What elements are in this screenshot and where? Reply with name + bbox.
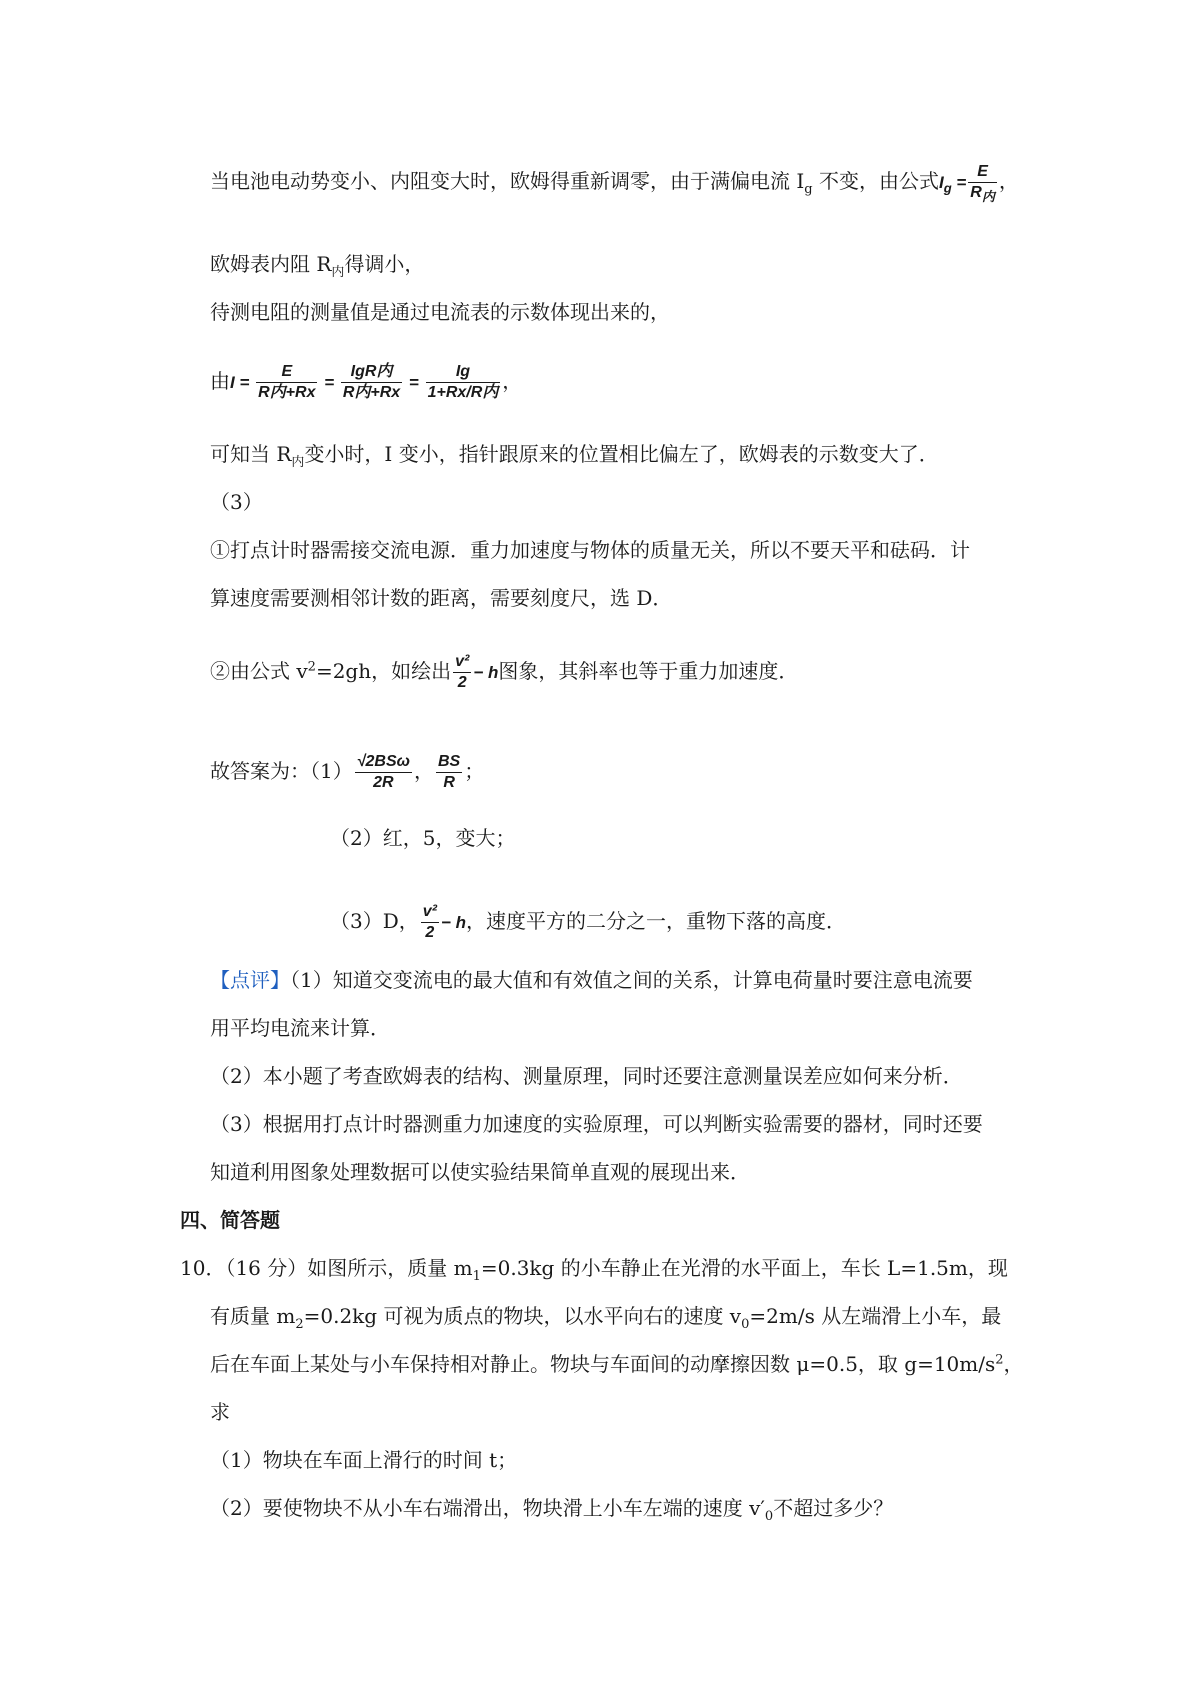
text-line-8: 算速度需要测相邻计数的距离，需要刻度尺，选 D．	[210, 586, 673, 610]
review-line-3: （2）本小题了考查欧姆表的结构、测量原理，同时还要注意测量误差应如何来分析．	[210, 1064, 963, 1088]
text-line-1	[210, 162, 1019, 203]
review-line-1: 【点评】（1）知道交变流电的最大值和有效值之间的关系，计算电荷量时要注意电流要	[210, 968, 973, 992]
section-heading: 四、简答题	[180, 1208, 280, 1232]
formula-line: 由I = $\frac{E}{\text{R内+Rx}}$ = $\frac{\text{IgR内}}{\text{R内+Rx}}$ = $\frac{Ig}{\text{1+Rx/R内}}$ ，	[210, 363, 523, 401]
text-line-2: 欧姆表内阻 $R_内$得调小，	[210, 252, 425, 280]
text-line-9: ②由公式 $v^2=2gh$，如绘出 $\frac{\text{v²}}{2}$ − h图象，其斜率也等于重力加速度．	[210, 653, 799, 691]
review-line-5: 知道利用图象处理数据可以使实验结果简单直观的展现出来．	[210, 1160, 750, 1184]
question-line-3: 后在车面上某处与小车保持相对静止。物块与车面间的动摩擦因数 μ=0.5，取 $g=10m/s^2$，	[210, 1352, 1024, 1376]
text-line-5: 可知当 $R_内$变小时，I 变小，指针跟原来的位置相比偏左了，欧姆表的示数变大了．	[210, 442, 939, 470]
text: ，	[998, 169, 1019, 193]
text: 当电池电动势变小、内阻变大时，欧姆得重新调零，由于满偏电流 I	[210, 169, 805, 193]
question-line-2: 有质量 $m_2=0.2kg$ 可视为质点的物块，以水平向右的速度 $v_0=2m/s$ 从左端滑上小车，最	[210, 1304, 1002, 1332]
fraction-1: $\frac{E}{\text{R内+Rx}}$	[258, 363, 316, 401]
question-line-1: 10．（16 分）如图所示，质量 $m_1=0.3kg$ 的小车静止在光滑的水平面上，车长 L=1.5m，现	[180, 1256, 1008, 1284]
fraction-3: $\frac{Ig}{\text{1+Rx/R内}}$	[427, 363, 499, 401]
text-line-3: 待测电阻的测量值是通过电流表的示数体现出来的，	[210, 300, 670, 324]
answer-line-3: （3）D， $\frac{\text{v²}}{2}$ − h，速度平方的二分之一，重物下落的高度．	[330, 903, 847, 941]
review-line-4: （3）根据用打点计时器测重力加速度的实验原理，可以判断实验需要的器材，同时还要	[210, 1112, 983, 1136]
formula-lhs: $I_g$ =	[938, 173, 967, 196]
review-line-2: 用平均电流来计算．	[210, 1016, 390, 1040]
review-tag: 【点评】	[210, 968, 290, 992]
answer-line-1: 故答案为：（1） $\frac{\text{√2BSω}}{2R}$ ， $\frac{BS}{R}$ ；	[210, 753, 485, 791]
text-line-6: （3）	[210, 490, 263, 514]
text-line-7: ①打点计时器需接交流电源．重力加速度与物体的质量无关，所以不要天平和砝码．计	[210, 538, 970, 562]
text: 不变，由公式	[812, 169, 939, 193]
formula-fraction: $\frac{E}{R_内}$	[970, 163, 995, 205]
question-line-5: （1）物块在车面上滑行的时间 t；	[210, 1448, 518, 1472]
question-line-6: （2）要使物块不从小车右端滑出，物块滑上小车左端的速度 $v'_0$不超过多少？	[210, 1496, 894, 1524]
subscript: g	[804, 182, 813, 197]
answer-line-2: （2）红，5，变大；	[330, 826, 516, 850]
question-line-4: 求	[210, 1400, 230, 1424]
fraction-2: $\frac{\text{IgR内}}{\text{R内+Rx}}$	[342, 363, 401, 401]
